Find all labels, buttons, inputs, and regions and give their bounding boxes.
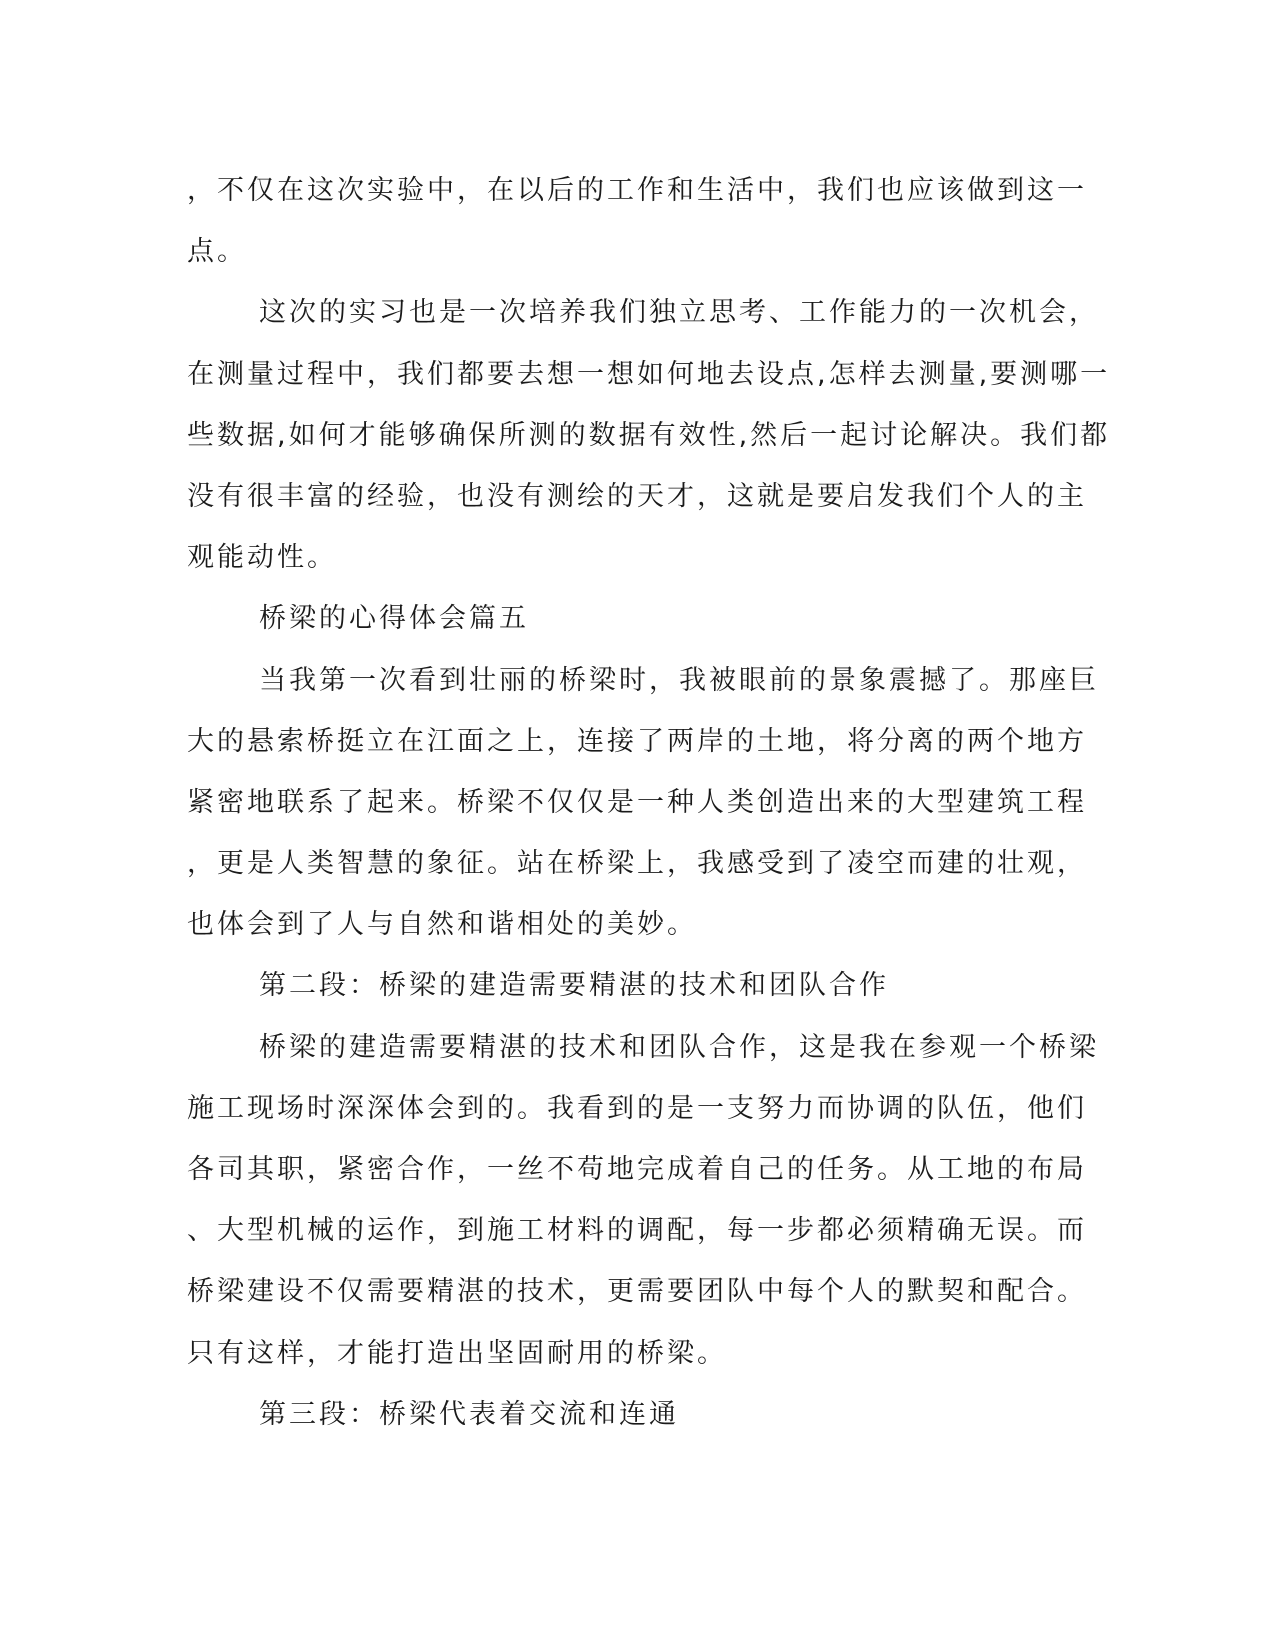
- text-line: 施工现场时深深体会到的。我看到的是一支努力而协调的队伍，他们: [187, 1092, 1087, 1124]
- paragraph-start-line: 当我第一次看到壮丽的桥梁时，我被眼前的景象震撼了。那座巨: [259, 664, 1099, 696]
- text-line: 大的悬索桥挺立在江面之上，连接了两岸的土地，将分离的两个地方: [187, 725, 1087, 757]
- section-heading: 第三段：桥梁代表着交流和连通: [259, 1398, 679, 1430]
- text-line: ，更是人类智慧的象征。站在桥梁上，我感受到了凌空而建的壮观，: [187, 848, 1087, 880]
- text-line: 只有这样，才能打造出坚固耐用的桥梁。: [187, 1337, 727, 1369]
- text-line: ，不仅在这次实验中，在以后的工作和生活中，我们也应该做到这一: [187, 175, 1087, 206]
- paragraph-start-line: 这次的实习也是一次培养我们独立思考、工作能力的一次机会，: [259, 297, 1099, 329]
- text-line: 紧密地联系了起来。桥梁不仅仅是一种人类创造出来的大型建筑工程: [187, 786, 1087, 818]
- text-line: 点。: [187, 236, 247, 268]
- text-line: 也体会到了人与自然和谐相处的美妙。: [187, 909, 697, 941]
- text-line: 各司其职，紧密合作，一丝不苟地完成着自己的任务。从工地的布局: [187, 1154, 1087, 1185]
- text-line: 些数据,如何才能够确保所测的数据有效性,然后一起讨论解决。我们都: [187, 419, 1111, 451]
- text-line: 桥梁建设不仅需要精湛的技术，更需要团队中每个人的默契和配合。: [187, 1276, 1087, 1308]
- text-line: 观能动性。: [187, 542, 337, 574]
- text-line: 没有很丰富的经验，也没有测绘的天才，这就是要启发我们个人的主: [187, 480, 1087, 512]
- section-heading: 桥梁的心得体会篇五: [259, 603, 529, 635]
- text-line: 在测量过程中，我们都要去想一想如何地去设点,怎样去测量,要测哪一: [187, 358, 1111, 390]
- paragraph-start-line: 桥梁的建造需要精湛的技术和团队合作，这是我在参观一个桥梁: [259, 1031, 1099, 1063]
- section-heading: 第二段：桥梁的建造需要精湛的技术和团队合作: [259, 970, 889, 1002]
- document-body: [187, 160, 1111, 1445]
- text-line: 、大型机械的运作，到施工材料的调配，每一步都必须精确无误。而: [187, 1215, 1087, 1247]
